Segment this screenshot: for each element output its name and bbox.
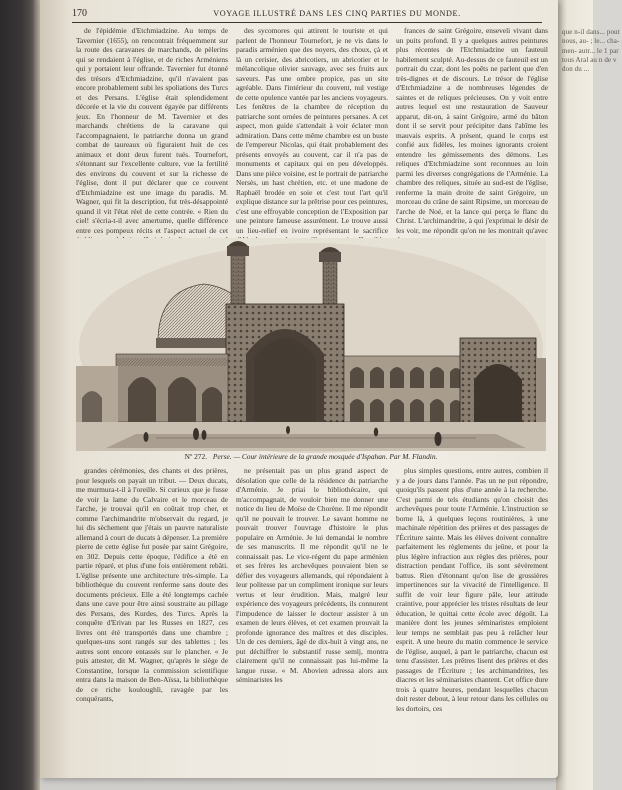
caption-text: Perse. — Cour intérieure de la grande mosquée d'Ispahan. Par M. Flandin. [212,452,438,461]
facing-page-edge [556,0,620,790]
figure-caption [76,452,546,461]
text-column-top-1: de l'épidémie d'Etchmiadzine. Au temps de Tavernier (1655), on rencontrait fréquemment sur la route des caravanes de marchands, de pèlerins qui se rendaient à l'église, et de riches Arméniens qui y portaient leur offrande. Tavernier fut étonné des trésors d'Etchmiadzine, qu'il n'avaient pas encore probablement subi les spoliations des Turcs et des Persans. L'église était splendidement décorée et la vie du couvent égayée par différents jeux. En l'honneur de M. Tavernier et des marchands chrétiens de la caravane qui l'accompagnaient, le patriarche donna un grand combat de taureaux où figuraient huit de ces animaux et dont deux furent tués. Tournefort, s'étonnant sur l'excellente culture, vue la fertilité des environs du couvent et sur la richesse de l'église, dont il put déclarer que ce couvent d'Etchmiadzine est une image du paradis. M. Wagner, qui fit la description, fut très-désappointé quand il vit l'état réel de cette contrée. « Rien du ciel! s'écria-t-il avec amertume, quelle différence entre ces pompeux récits et l'aspect actuel de cet [76,26,228,235]
text-column-bottom-3: plus simples questions, entre autres, combien il y a de jours dans l'année. Pas un ne put répondre, quoiqu'ils passent plus d'une année à la recherche. C'est parmi de tels étudiants qu'on choisit des archevêques pour toute l'Arménie. L'instruction se borne là, à quelques leçons routinières, à une machinale répétition des prières et des passages de l'Écriture sainte. Mais les élèves doivent connaître parfaitement les règlements du jeûne, et pour la plus légère infraction aux règles des prières, pour distraction pendant l'office, ils sont sévèrement battus. Rien d'étonnant qu'on lise de grossières impertinences sur la vivacité de l'intelligence. Il suffit de voir leur figure pâle, leur attitude craintive, pour apprécier les tristes résultats de leur éducation, le quittai cette école avec dégoût. La manière dont les jeunes séminaristes emploient leur temps ne semblait pas peu à relâcher leur esprit. A une heure du matin commence le service de l'église, auquel, à part le patriarche, chacun est tenu d'assister. Les prêtres lisent des prières et des passages de l'Écriture ; les archimandrites, les diacres et les séminaristes chantent. Cet office dure trois à quatre heures, pendant lesquelles chacun doit rester debout, à leur retour dans les cellules ou les dortoirs, ces [396,466,548,713]
page-number: 170 [72,8,87,19]
book-spine [0,0,40,790]
running-title: VOYAGE ILLUSTRÉ DANS LES CINQ PARTIES DU MONDE. [213,9,461,18]
mosque-engraving-illustration [76,238,546,451]
page-header [72,6,542,23]
book-page [40,0,558,778]
caption-number: Nº 272. [184,452,208,461]
text-column-top-3: frances de saint Grégoire, enseveli vivant dans un puits profond. Il y a quelques autres peintures plus récentes de l'Etchmiadzine un fauteuil habilement sculpté. Au-dessus de ce fauteuil est un portrait du czar, dont les poêts ne parlent que d'en très-dignes et de discours. Le trésor de l'église d'Etchmiadzine a de nombreuses légendes de saintes et de reliques précieuses. On y voit entre autres lequel est une restauration de Sauveur apparut, dit-on, à saint Grégoire, armé du bâton dont il se servit pour précipiter dans l'abîme les mauvais esprits. A présent, quand le corps est confié aux fidèles, les moines ignorants croient entendre les gémissements des démons. Les reliques d'Etchmiadzine sont reconnues au loin parmi les diverses congrégations de l'Arménie. La chambre des reliques, située au sud-est de l'église, renferme la main droite de saint Grégoire, un morceau du crâne de saint Ripsime, un morceau de l'arche de Noé, et la lance qui perça le flanc du Christ. L'archimandrite, à qui j'exprimai le désir de les voir, me répondit qu'on ne les montrait qu'avec [396,26,548,235]
text-column-top-2: des sycomores qui attirent le touriste et qui parlent de l'honneur Tournefort, je ne vis dans le paradis arménien que des noyers, des choux, çà et là un cerisier, des abricotiers, un abricotier et le mélancolique olivier sauvage, avec ses fruits aux saveurs. Pas une ombre propice, pas un site agréable. Dans l'intérieur du couvent, nul vestige de cette opulence vantée par les anciens voyageurs. Les fenêtres de la chambre de réception du patriarche sont ornées de peintures persanes. A cet aspect, mon guide s'attendait à voir éclater mon admiration. Dans cette même chambre est un buste de l'empereur Nicolas, qui était probablement des présents envoyés au couvent, car il n'a pas de monuments et capitaux qui en peu développés. Dans une pièce voisine, est le portrait de patriarche Nersès, un hast chrétien, etc. et une madone de Raphaël brodée en soie et c'est tout l'art qu'il explique distance sur la prêtrise pour ces peintures, c'est une effroyable conception de l'Exposition par une peinture fameuse assurément. Le trouve aussi un lieu-relief en ivoire représentant le sacrifice [236,26,388,235]
text-column-bottom-2: ne présentait pas un plus grand aspect de désolation que celle de la résidence du patriarche d'Arménie. Je priai le bibliothécaire, qui m'accompagnait, de vouloir bien me donner une notice du lieu de Moïse de Chorène. Il me répondit qu'il ne pouvait le trouver. Le savant homme ne pouvait trouver l'ouvrage d'histoire le plus populaire en Arménie. Je lui demandai le nombre de ses manuscrits. Il me répondit qu'il ne le connaissait pas. Le vice-régent du pape arménien et ses frères les archevêques pouvaient bien se défier des voyageurs allemands, qui répondaient à leur politesse par un compliment ironique sur leurs vertus et leur érudition. Mais, malgré leur expérience des voyageurs précédents, ils connurent l'impudence de laisser le docteur assister à un examen de leurs élèves, et cet examen prouvait la profonde ignorance des maîtres et des disciples. Un de ces derniers, âgé de dix-huit à vingt ans, ne put déchiffrer le substantif russe semlj, montra clairement qu'il ne connaissait pas lui-même la langue russe. « M. Abovien adressa alors aux séminaristes les [236,466,388,684]
facing-page-text: que n-il dans... pout nous, au- ; le... cha- men- autr... le 1 par tous Aral au n de v don du ... [562,28,620,74]
mosque-engraving [76,238,546,451]
text-column-bottom-1: grandes cérémonies, des chants et des prières, pour lesquels on payait un tribut. — Deux ducats, me murmura-t-il à l'oreille. Si curieux que je fusse de voir la lame du Calvaire et le morceau de l'arche, je trouvai qu'il en coûtait trop cher, et comme l'archimandrite m'observait du regard, je lui dis sèchement que j'étais un pauvre naturaliste allemand à court de ducats à dépenser. La première pierre de cette église fut posée par saint Grégoire, en 302. Depuis cette époque, l'édifice a été en partie réparé, et plus d'une fois entièrement rebâti. L'église présente une architecture très-simple. La bibliothèque du couvent renferme sans doute des documents précieux. Elle a été longtemps cachée dans une cave pour être ainsi soustraite au pillage des Persans, des Kurdes, des Turcs. Après la conquête d'Erivan par les Russes en 1827, ces livres ont été transportés dans une chambre ; quelques-uns sont rangés sur des tablettes ; les autres sont encore entassés sur le plancher. « Je puis attester, dit M. Wagner, qu'après le siège de Constantine, lorsque la commission scientifique entra dans la maison de Ben-Aïssa, la bibliothèque de ce riche kouloughli, ravagée par les conquérants, [76,466,228,703]
